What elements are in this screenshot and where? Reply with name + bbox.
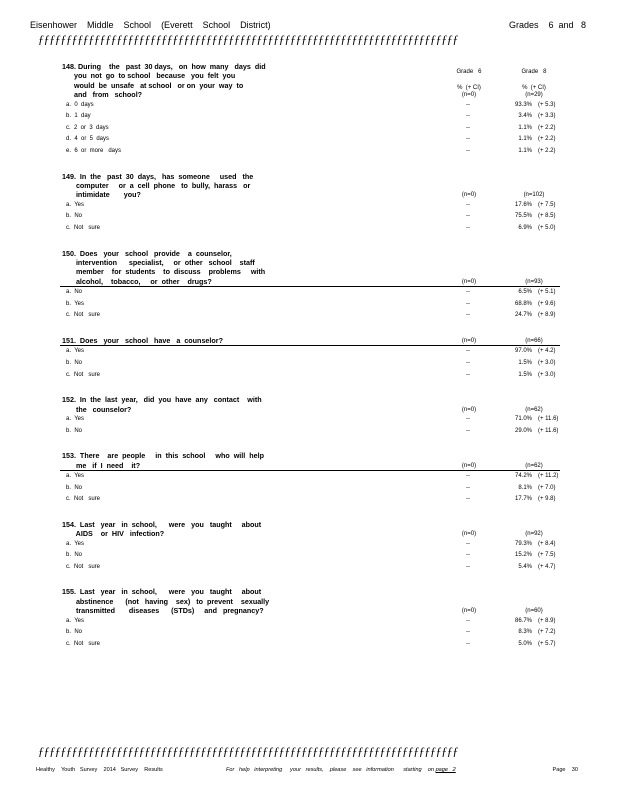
answer-row: [0, 370, 618, 382]
answer-label: b. No: [66, 484, 83, 491]
answer-row: [0, 223, 618, 235]
grade6-n: (n=0): [461, 406, 477, 413]
question-text: 155. Last year in school, were you taught about abstinence (not having sex) to prevent sexually transmitted diseases (STDs) and pregnancy?: [62, 587, 270, 616]
grade6-value: --: [466, 124, 470, 131]
grade8-percent: 17.7%: [514, 496, 532, 503]
answer-row: [0, 310, 618, 322]
question-text: 152. In the last year, did you have any contact with the counselor?: [62, 395, 262, 414]
grade8-percent: 1.5%: [518, 360, 532, 366]
grade8-percent: 97.0%: [514, 348, 532, 355]
footer-help-text: [226, 767, 456, 773]
grade8-percent: 24.7%: [514, 312, 532, 319]
answer-label: b. No: [66, 629, 83, 636]
answer-row: [0, 146, 618, 158]
grade6-n: (n=0): [461, 92, 477, 99]
grade8-percent: 93.3%: [514, 101, 532, 108]
grade6-value: --: [466, 348, 470, 355]
grade6-value: --: [466, 113, 470, 120]
grade8-percent: 8.1%: [518, 484, 532, 491]
grade8-ci: (+ 5.7): [538, 640, 556, 647]
grade8-ci: (+ 4.2): [538, 348, 556, 355]
footer-help-prefix: For help interpreting your results, please see information starting on: [226, 767, 436, 773]
grade6-value: --: [466, 540, 470, 547]
answer-label: c. Not sure: [66, 312, 101, 319]
grade8-ci: (+ 3.3): [538, 113, 556, 120]
grade8-percent: 74.2%: [514, 473, 532, 479]
grade8-n: (n=93): [525, 278, 543, 285]
answer-row: [0, 211, 618, 223]
grade8-header: Grade 8: [521, 69, 547, 76]
answer-label: c. 2 or 3 days: [66, 124, 109, 131]
page-header: [30, 20, 586, 30]
answer-row: [0, 414, 618, 426]
grade6-n: (n=0): [461, 531, 477, 538]
grade6-n: (n=0): [461, 278, 477, 285]
survey-question: [0, 520, 618, 574]
answer-row: [0, 123, 618, 135]
question-text: 151. Does your school have a counselor?: [62, 336, 223, 345]
answer-row: [0, 299, 618, 311]
answer-row: [0, 426, 618, 438]
grade8-percent: 1.1%: [518, 136, 532, 143]
grade8-ci: (+ 11.6): [538, 416, 559, 422]
answer-label: c. Not sure: [66, 563, 101, 570]
grade6-value: --: [466, 416, 470, 422]
question-text: 149. In the past 30 days, has someone used the computer or a cell phone to bully, harass or intimidate you?: [62, 171, 254, 200]
survey-question: [0, 451, 618, 506]
grade6-value: --: [466, 101, 470, 108]
grade8-percent: 8.3%: [518, 629, 532, 636]
grade6-n: (n=0): [461, 462, 477, 469]
grade8-ci: (+ 7.2): [538, 629, 556, 636]
survey-question: [0, 395, 618, 437]
question-text: 150. Does your school provide a counselor, intervention specialist, or other school staff member for students to discuss problems with alcohol, tobacco, or other drugs?: [62, 248, 266, 286]
grade6-n: (n=0): [461, 608, 477, 615]
answer-row: [0, 471, 618, 483]
footer-survey-title: Healthy Youth Survey 2014 Survey Results: [36, 767, 163, 773]
grade8-ci: (+ 2.2): [538, 136, 556, 143]
grade8-percent: 75.5%: [514, 213, 532, 220]
answer-label: b. Yes: [66, 300, 85, 307]
grade8-ci: (+ 8.9): [538, 617, 556, 624]
answer-row: [0, 100, 618, 112]
grade8-percent: 5.0%: [518, 640, 532, 647]
question-header: [0, 336, 618, 345]
grade8-ci: (+ 8.5): [538, 213, 556, 220]
answer-label: e. 6 or more days: [66, 148, 122, 154]
grade8-ci: (+ 9.6): [538, 300, 556, 307]
answer-label: a. Yes: [66, 201, 85, 208]
answer-row: [0, 550, 618, 562]
grade6-value: --: [466, 213, 470, 220]
answer-label: a. 0 days: [66, 101, 94, 108]
grade8-n: (n=92): [525, 531, 543, 538]
question-text: 148. During the past 30 days, on how many days did you not go to school because you felt you would be unsafe at school or on your way to and from school?: [62, 62, 266, 100]
grade8-percent: 1.1%: [518, 148, 532, 154]
question-header: [0, 520, 618, 539]
grade8-ci: (+ 11.6): [538, 427, 559, 434]
grade8-percent: 15.2%: [514, 552, 532, 559]
answer-label: c. Not sure: [66, 225, 101, 231]
survey-question: [0, 172, 618, 235]
answer-row: [0, 494, 618, 506]
survey-content: [0, 62, 618, 664]
answer-label: d. 4 or 5 days: [66, 136, 110, 143]
grade8-percent: 79.3%: [514, 540, 532, 547]
grade8-ci: (+ 7.5): [538, 201, 556, 208]
question-header: [0, 172, 618, 200]
answer-label: b. No: [66, 427, 83, 434]
grade8-percent: 71.0%: [514, 416, 532, 422]
grade6-value: --: [466, 289, 470, 296]
grade6-value: --: [466, 201, 470, 208]
grade6-value: --: [466, 640, 470, 647]
grade8-percent: 29.0%: [514, 427, 532, 434]
grade6-value: --: [466, 225, 470, 231]
answer-row: [0, 639, 618, 651]
question-text: 154. Last year in school, were you taught about AIDS or HIV infection?: [62, 519, 262, 539]
grade8-ci: (+ 9.8): [538, 496, 556, 503]
survey-question: [0, 336, 618, 381]
grade6-pct-header: % (+ CI): [457, 84, 481, 91]
grade8-n: (n=62): [525, 406, 543, 413]
grade8-ci: (+ 4.7): [538, 563, 556, 570]
answer-label: a. Yes: [66, 617, 85, 624]
grade8-percent: 6.9%: [518, 225, 532, 231]
grade8-n: (n=60): [525, 608, 543, 615]
grade8-pct-header: % (+ CI): [522, 84, 546, 91]
answer-label: c. Not sure: [66, 371, 101, 378]
footer-page-link[interactable]: page 2: [435, 767, 456, 773]
answer-row: [0, 287, 618, 299]
grade6-value: --: [466, 136, 470, 143]
survey-question: [0, 587, 618, 650]
grade8-ci: (+ 5.3): [538, 101, 556, 108]
grade8-ci: (+ 2.2): [538, 148, 556, 154]
answer-label: b. No: [66, 552, 83, 559]
question-header: [0, 249, 618, 287]
answer-row: [0, 134, 618, 146]
grades-label: Grades 6 and 8: [508, 20, 586, 30]
grade8-percent: 17.6%: [514, 201, 532, 208]
answer-label: a. Yes: [66, 540, 85, 547]
question-text: 153. There are people in this school who will help me if I need it?: [62, 451, 264, 470]
answer-label: a. Yes: [66, 473, 85, 479]
answer-label: a. Yes: [66, 416, 85, 422]
grade8-percent: 68.8%: [514, 300, 532, 307]
page-number: Page 30: [552, 767, 578, 773]
answer-row: [0, 627, 618, 639]
answer-label: a. No: [66, 289, 83, 296]
grade6-header: Grade 6: [456, 69, 482, 76]
answer-row: [0, 358, 618, 370]
answer-row: [0, 346, 618, 358]
question-header: [0, 587, 618, 615]
grade6-n: (n=0): [461, 338, 477, 344]
grade8-percent: 5.4%: [518, 563, 532, 570]
grade8-percent: 1.1%: [518, 124, 532, 131]
grade8-n: (n=62): [525, 462, 543, 469]
grade8-ci: (+ 8.9): [538, 312, 556, 319]
grade8-ci: (+ 3.0): [538, 360, 556, 366]
grade8-ci: (+ 7.5): [538, 552, 556, 559]
question-header: [0, 451, 618, 470]
grade6-value: --: [466, 148, 470, 154]
grade8-ci: (+ 7.0): [538, 484, 556, 491]
grade6-value: --: [466, 617, 470, 624]
grade6-value: --: [466, 300, 470, 307]
answer-label: a. Yes: [66, 348, 85, 355]
grade8-ci: (+ 5.1): [538, 289, 556, 296]
grade8-ci: (+ 5.0): [538, 225, 556, 231]
answer-row: [0, 200, 618, 212]
answer-row: [0, 616, 618, 628]
grade8-ci: (+ 11.2): [538, 473, 559, 479]
answer-row: [0, 562, 618, 574]
grade6-value: --: [466, 427, 470, 434]
grade6-value: --: [466, 552, 470, 559]
grade8-n: (n=29): [525, 92, 543, 99]
answer-label: c. Not sure: [66, 496, 101, 503]
survey-question: [0, 62, 618, 158]
grade8-percent: 1.5%: [518, 371, 532, 378]
grade6-value: --: [466, 371, 470, 378]
grade6-value: --: [466, 312, 470, 319]
answer-row: [0, 111, 618, 123]
grade8-percent: 6.5%: [518, 289, 532, 296]
question-header: [0, 395, 618, 414]
grade6-value: --: [466, 496, 470, 503]
answer-label: b. 1 day: [66, 113, 91, 120]
answer-label: b. No: [66, 213, 83, 220]
footer-separator: ƒƒƒƒƒƒƒƒƒƒƒƒƒƒƒƒƒƒƒƒƒƒƒƒƒƒƒƒƒƒƒƒƒƒƒƒƒƒƒƒƒƒƒƒƒƒƒƒƒƒƒƒƒƒƒƒƒƒƒƒƒƒƒƒƒƒƒƒƒƒƒƒƒƒƒ: [38, 744, 459, 758]
answer-label: c. Not sure: [66, 640, 101, 647]
survey-question: [0, 249, 618, 322]
grade8-ci: (+ 8.4): [538, 540, 556, 547]
grade6-value: --: [466, 563, 470, 570]
grade6-value: --: [466, 484, 470, 491]
grade8-ci: (+ 3.0): [538, 371, 556, 378]
grade6-value: --: [466, 360, 470, 366]
grade6-value: --: [466, 473, 470, 479]
answer-row: [0, 539, 618, 551]
school-name: Eisenhower Middle School (Everett School District): [30, 20, 271, 30]
grade8-n: (n=66): [525, 338, 543, 344]
grade8-percent: 86.7%: [514, 617, 532, 624]
answer-label: b. No: [66, 360, 83, 366]
grade6-value: --: [466, 629, 470, 636]
grade8-ci: (+ 2.2): [538, 124, 556, 131]
grade8-n: (n=102): [523, 192, 545, 199]
grade6-n: (n=0): [461, 192, 477, 199]
header-separator: ƒƒƒƒƒƒƒƒƒƒƒƒƒƒƒƒƒƒƒƒƒƒƒƒƒƒƒƒƒƒƒƒƒƒƒƒƒƒƒƒƒƒƒƒƒƒƒƒƒƒƒƒƒƒƒƒƒƒƒƒƒƒƒƒƒƒƒƒƒƒƒƒƒƒƒ: [38, 32, 459, 46]
question-header: [0, 62, 618, 100]
grade8-percent: 3.4%: [518, 113, 532, 120]
answer-row: [0, 483, 618, 495]
